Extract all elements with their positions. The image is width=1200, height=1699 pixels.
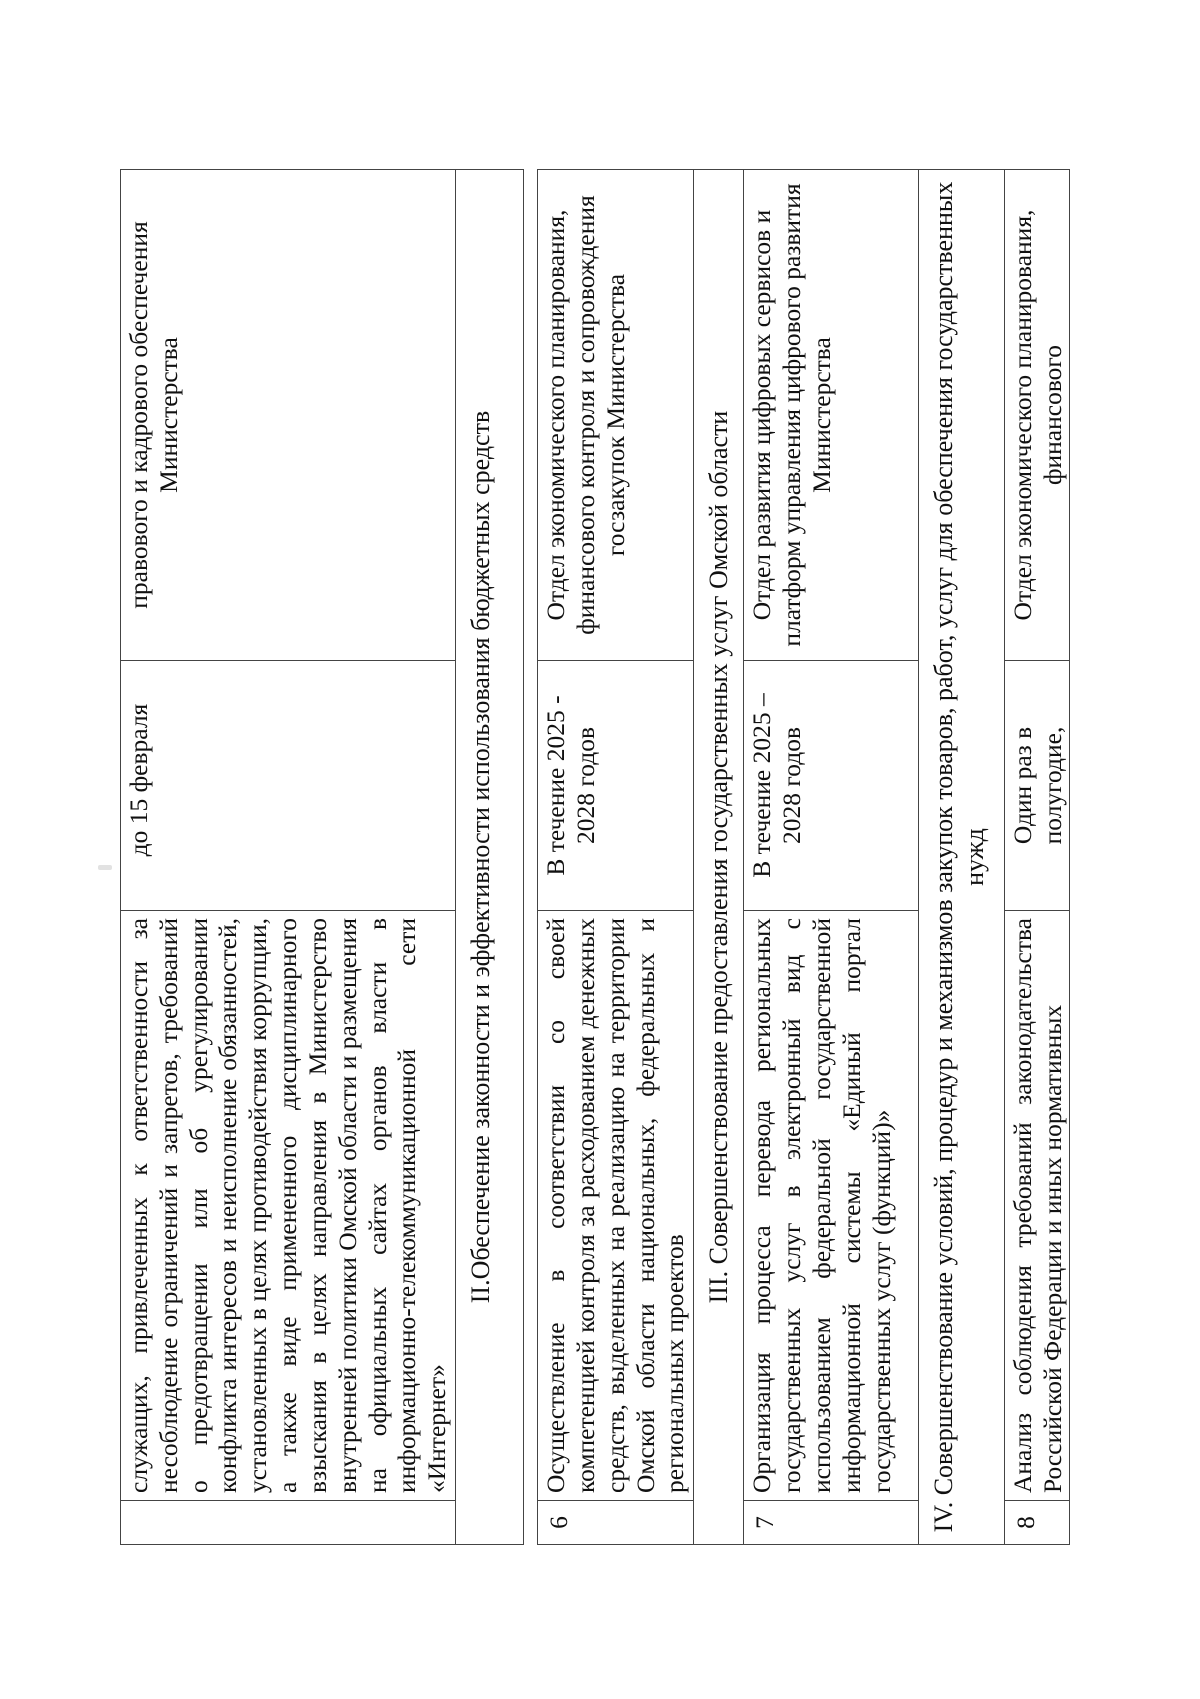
responsible-unit: Отдел экономического планирования, финансового контроля и сопровождения госзакупок Министерства	[538, 170, 694, 661]
measure-description-text: Анализ соблюдения требований законодательства Российской Федерации и иных нормативных	[1008, 918, 1068, 1493]
table-row	[121, 170, 456, 1545]
measure-description	[1005, 911, 1070, 1501]
rotated-page	[120, 170, 1137, 1545]
section-header-row	[919, 170, 1005, 1545]
row-gap	[524, 170, 538, 1545]
section-title: IV. Совершенствование условий, процедур и механизмов закупок товаров, работ, услуг для обеспечения государственных нужд	[919, 170, 1005, 1545]
deadline: до 15 февраля	[121, 661, 456, 911]
section-title: II.Обеспечение законности и эффективности использования бюджетных средств	[456, 170, 524, 1545]
responsible-unit: Отдел развития цифровых сервисов и платформ управления цифрового развития Министерства	[744, 170, 919, 661]
section-title: III. Совершенствование предоставления государственных услуг Омской области	[694, 170, 744, 1545]
section-header-row	[456, 170, 524, 1545]
row-number	[1005, 1501, 1070, 1545]
row-number	[121, 1501, 456, 1545]
deadline: В течение 2025 - 2028 годов	[538, 661, 694, 911]
anticorruption-plan-table	[120, 169, 1070, 1545]
deadline	[1005, 661, 1070, 911]
responsible-unit	[1005, 170, 1070, 661]
deadline: В течение 2025 – 2028 годов	[744, 661, 919, 911]
deadline-text: Один раз в полугодие,	[1008, 726, 1068, 845]
row-number: 7	[744, 1501, 919, 1545]
measure-description: Организация процесса перевода региональных государственных услуг в электронный вид с использованием федеральной государственной информационной системы «Единый портал государственных услуг (функций)»	[744, 911, 919, 1501]
row-number: 6	[538, 1501, 694, 1545]
table-row	[1005, 170, 1070, 1545]
measure-description: Осуществление в соответствии со своей компетенцией контроля за расходованием денежных средств, выделенных на реализацию на территории Омской области национальных, федеральных и региональных проектов	[538, 911, 694, 1501]
scan-speck	[98, 865, 112, 870]
responsible-unit: правового и кадрового обеспечения Министерства	[121, 170, 456, 661]
responsible-unit-text: Отдел экономического планирования, финансового	[1008, 209, 1068, 621]
section-header-row	[694, 170, 744, 1545]
row-number-text: 8	[1011, 1516, 1041, 1529]
table-row	[744, 170, 919, 1545]
measure-description: служащих, привлеченных к ответственности за несоблюдение ограничений и запретов, требований о предотвращении или об урегулировании конфликта интересов и неисполнение обязанностей, установленных в целях противодействия коррупции, а также виде примененного дисциплинарного взыскания в целях направления в Министерство внутренней политики Омской области и размещения на официальных сайтах органов власти в информационно-телекоммуникационной сети «Интернет»	[121, 911, 456, 1501]
table-row	[538, 170, 694, 1545]
